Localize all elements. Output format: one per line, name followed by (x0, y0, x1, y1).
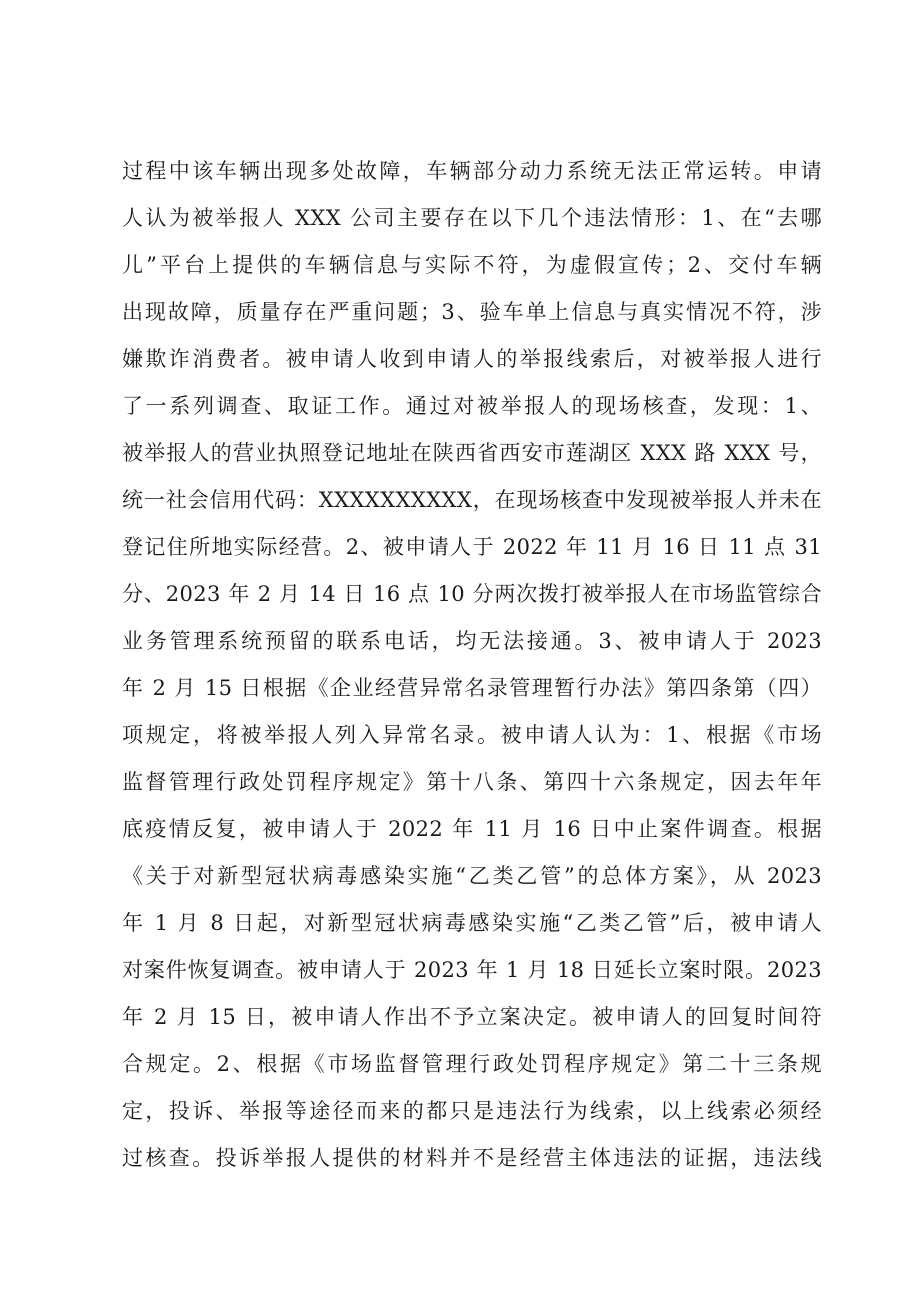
text-line: 对案件恢复调查。被申请人于 2023 年 1 月 18 日延长立案时限。2023 (122, 958, 822, 982)
text-line: 定，投诉、举报等途径而来的都只是违法行为线索，以上线索必须经 (122, 1099, 822, 1123)
text-line: 过核查。投诉举报人提供的材料并不是经营主体违法的证据，违法线 (122, 1146, 822, 1170)
text-line: 登记住所地实际经营。2、被申请人于 2022 年 11 月 16 日 11 点 31 (122, 535, 822, 559)
text-line: 了一系列调查、取证工作。通过对被举报人的现场核查，发现：1、 (122, 394, 822, 418)
text-line: 人认为被举报人 XXX 公司主要存在以下几个违法情形：1、在“去哪 (122, 206, 822, 230)
text-line: 合规定。2、根据《市场监督管理行政处罚程序规定》第二十三条规 (122, 1052, 822, 1076)
text-line: 监督管理行政处罚程序规定》第十八条、第四十六条规定，因去年年 (122, 770, 822, 794)
text-line: 过程中该车辆出现多处故障，车辆部分动力系统无法正常运转。申请 (122, 159, 822, 183)
text-line: 年 2 月 15 日根据《企业经营异常名录管理暂行办法》第四条第（四） (122, 676, 822, 700)
text-line: 项规定，将被举报人列入异常名录。被申请人认为：1、根据《市场 (122, 723, 822, 747)
text-line: 《关于对新型冠状病毒感染实施“乙类乙管”的总体方案》，从 2023 (122, 864, 822, 888)
text-line: 被举报人的营业执照登记地址在陕西省西安市莲湖区 XXX 路 XXX 号， (122, 441, 822, 465)
text-line: 嫌欺诈消费者。被申请人收到申请人的举报线索后，对被举报人进行 (122, 347, 822, 371)
text-line: 业务管理系统预留的联系电话，均无法接通。3、被申请人于 2023 (122, 629, 822, 653)
text-line: 年 2 月 15 日，被申请人作出不予立案决定。被申请人的回复时间符 (122, 1005, 822, 1029)
text-line: 年 1 月 8 日起，对新型冠状病毒感染实施“乙类乙管”后，被申请人 (122, 911, 822, 935)
text-line: 底疫情反复，被申请人于 2022 年 11 月 16 日中止案件调查。根据 (122, 817, 822, 841)
text-line: 出现故障，质量存在严重问题；3、验车单上信息与真实情况不符，涉 (122, 300, 822, 324)
text-line: 统一社会信用代码：XXXXXXXXXX，在现场核查中发现被举报人并未在 (122, 488, 822, 512)
text-line: 分、2023 年 2 月 14 日 16 点 10 分两次拨打被举报人在市场监管综合 (122, 582, 822, 606)
body-paragraph (122, 148, 822, 1182)
text-line: 儿”平台上提供的车辆信息与实际不符，为虚假宣传；2、交付车辆 (122, 253, 822, 277)
